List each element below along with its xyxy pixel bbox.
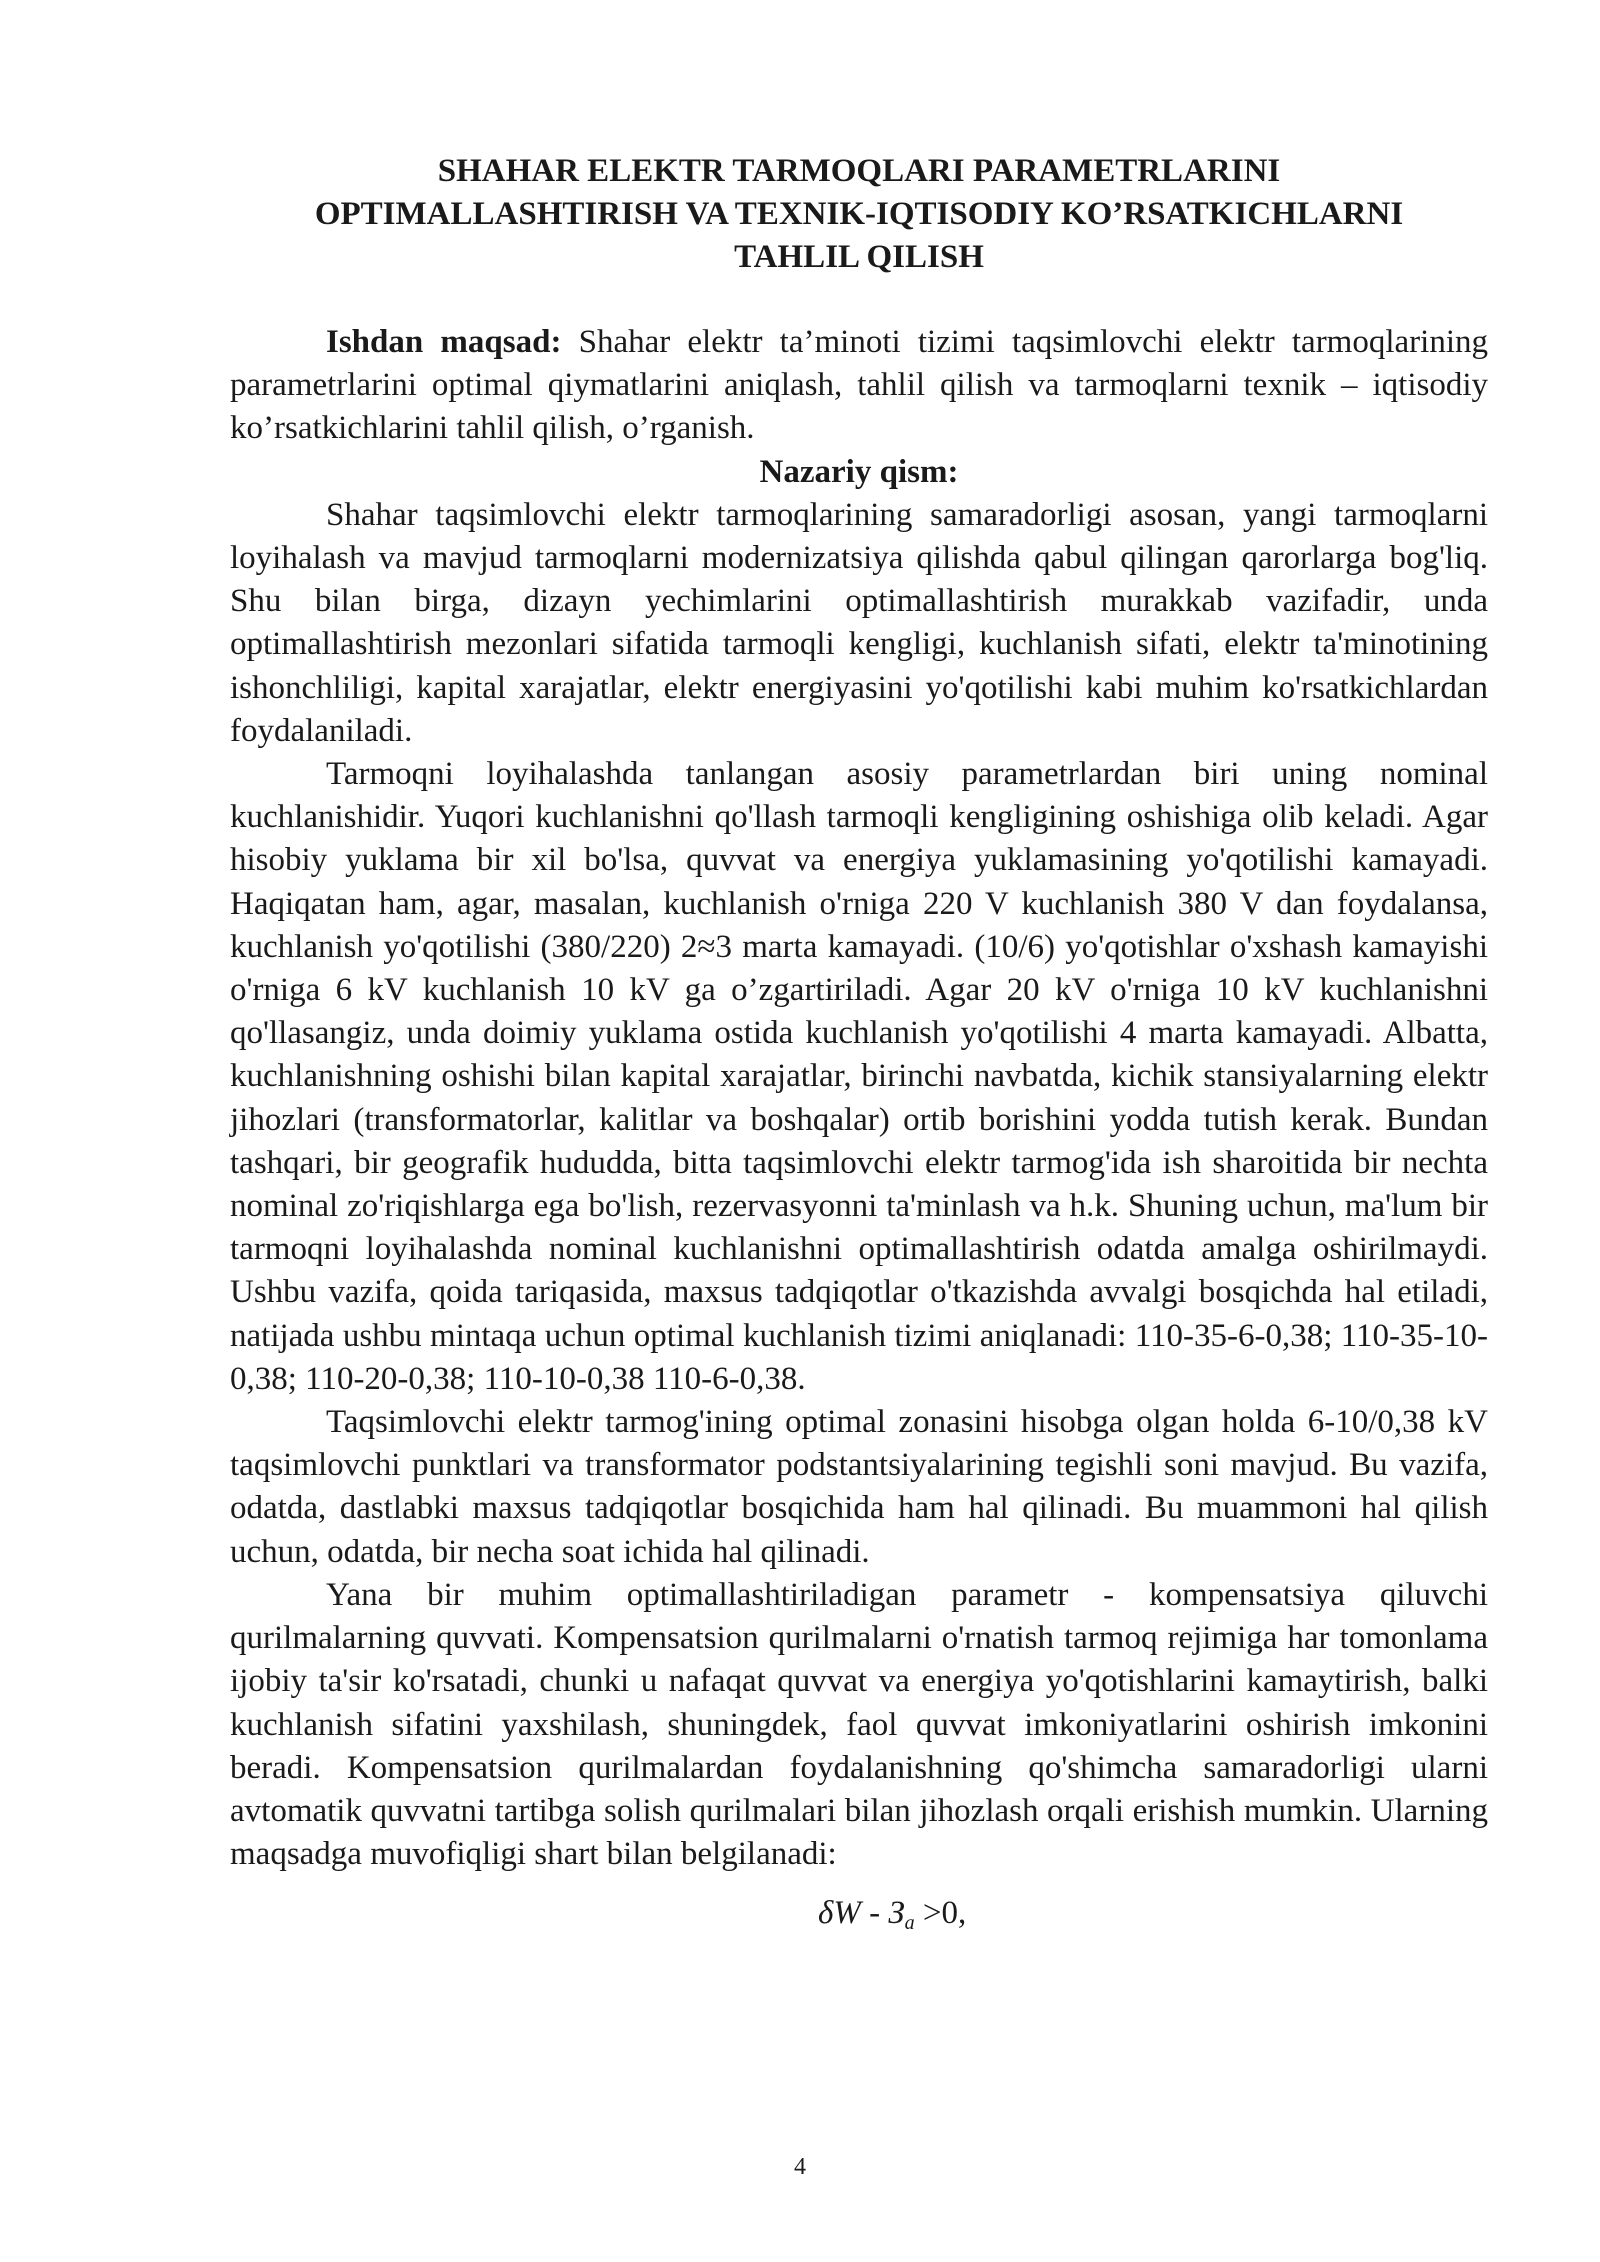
theory-heading: Nazariy qism: [759,453,959,490]
formula-main: δW - З [818,1895,905,1932]
condition-formula [230,1892,1488,1945]
title-line-1: SHAHAR ELEKTR TARMOQLARI PARAMETRLARINI [437,153,1281,189]
body-paragraph-2: Tarmoqni loyihalashda tanlangan asosiy parametrlardan biri uning nominal kuchlanishidir. Yuqori kuchlanishni qo'llash tarmoqli kengligining oshishiga olib keladi. Agar hisobiy yuklama bir xil bo'lsa, quvvat va energiya yuklamasining yo'qotilishi kamayadi. Haqiqatan ham, agar, masalan, kuchlanish o'rniga 220 V kuchlanish 380 V dan foydalansa, kuchlanish yo'qotilishi (380/220) 2≈3 marta kamayadi. (10/6) yo'qotishlar o'xshash kamayishi o'rniga 6 kV kuchlanish 10 kV ga o’zgartiriladi. Agar 20 kV o'rniga 10 kV kuchlanishni qo'llasangiz, unda doimiy yuklama ostida kuchlanish yo'qotilishi 4 marta kamayadi. Albatta, kuchlanishning oshishi bilan kapital xarajatlar, birinchi navbatda, kichik stansiyalarning elektr jihozlari (transformatorlar, kalitlar va boshqalar) ortib borishini yodda tutish kerak. Bundan tashqari, bir geografik hududda, bitta taqsimlovchi elektr tarmog'ida ish sharoitida bir nechta nominal zo'riqishlarga ega bo'lish, rezervasyonni ta'minlash va h.k. Shuning uchun, ma'lum bir tarmoqni loyihalashda nominal kuchlanishni optimallashtirish odatda amalga oshirilmaydi. Ushbu vazifa, qoida tariqasida, maxsus tadqiqotlar o'tkazishda avvalgi bosqichda hal etiladi, natijada ushbu mintaqa uchun optimal kuchlanish tizimi aniqlanadi: 110-35-6-0,38; 110-35-10-0,38; 110-20-0,38; 110-10-0,38 110-6-0,38. [230,756,1488,1397]
aim-label: Ishdan maqsad: [326,324,562,360]
page-number: 4 [794,2154,806,2180]
body-paragraph-3: Taqsimlovchi elektr tarmog'ining optimal zonasini hisobga olgan holda 6-10/0,38 kV taqsimlovchi punktlari va transformator podstantsiyalarining tegishli soni mavjud. Bu vazifa, odatda, dastlabki maxsus tadqiqotlar bosqichida ham hal qilinadi. Bu muammoni hal qilish uchun, odatda, bir necha soat ichida hal qilinadi. [230,1404,1488,1570]
formula-subscript: a [904,1912,915,1935]
document-page [230,150,1488,1945]
aim-text: Shahar elektr ta’minoti tizimi taqsimlovchi elektr tarmoqlarining parametrlarini optimal qiymatlarini aniqlash, tahlil qilish va tarmoqlarni texnik – iqtisodiy ko’rsatkichlarini tahlil qilish, o’rganish. [230,324,1488,447]
formula-tail: >0, [914,1895,967,1932]
document-title [230,150,1488,279]
body-paragraph-1: Shahar taqsimlovchi elektr tarmoqlarining samaradorligi asosan, yangi tarmoqlarni loyihalash va mavjud tarmoqlarni modernizatsiya qilishda qabul qilingan qarorlarga bog'liq. Shu bilan birga, dizayn yechimlarini optimallashtirish murakkab vazifadir, unda optimallashtirish mezonlari sifatida tarmoqli kengligi, kuchlanish sifati, elektr ta'minotining ishonchliligi, kapital xarajatlar, elektr energiyasini yo'qotilishi kabi muhim ko'rsatkichlardan foydalaniladi. [230,496,1488,749]
body-paragraph-4: Yana bir muhim optimallashtiriladigan parametr - kompensatsiya qiluvchi qurilmalarning quvvati. Kompensatsion qurilmalarni o'rnatish tarmoq rejimiga har tomonlama ijobiy ta'sir ko'rsatadi, chunki u nafaqat quvvat va energiya yo'qotishlarini kamaytirish, balki kuchlanish sifatini yaxshilash, shuningdek, faol quvvat imkoniyatlarini oshirish imkonini beradi. Kompensatsion qurilmalardan foydalanishning qo'shimcha samaradorligi ularni avtomatik quvvatni tartibga solish qurilmalari bilan jihozlash orqali erishish mumkin. Ularning maqsadga muvofiqligi shart bilan belgilanadi: [230,1576,1488,1873]
title-line-3: TAHLIL QILISH [734,239,984,275]
title-line-2: OPTIMALLASHTIRISH VA TEXNIK-IQTISODIY KO’RSATKICHLARNI [314,196,1404,232]
aim-paragraph [230,321,1488,451]
